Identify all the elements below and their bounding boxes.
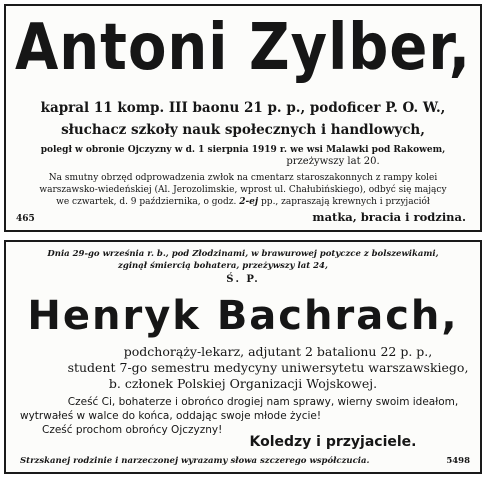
footer-row [20, 456, 470, 466]
death-line: poległ w obronie Ojczyzny w d. 1 sierpnia 1919 r. we wsi Malawki pod Rakowem, [40, 145, 446, 155]
intro-line-1: Dnia 29-go września r. b., pod Złodzinami, w brawurowej potyczce z bolszewikami, [47, 249, 439, 259]
rank-line: kapral 11 komp. III baonu 21 p. p., podoficer P. O. W., [40, 100, 446, 116]
funeral-date: we czwartek, d. 9 października, o godz. [56, 197, 237, 207]
signature: matka, bracia i rodzina. [312, 210, 466, 224]
obituary-notice-bachrach [4, 240, 482, 474]
role-line: podchorąży-lekarz, adjutant 2 batalionu 22 p. p., [123, 344, 433, 359]
age-line: przeżywszy lat 20. [286, 156, 380, 167]
notice-number: 465 [16, 214, 35, 224]
funeral-time: 2-ej [239, 197, 259, 207]
funeral-invite: pp., zapraszają krewnych i przyjaciół [261, 197, 430, 207]
deceased-name: Antoni Zylber, [14, 10, 472, 86]
condolences-line: Strzskanej rodzinie i narzeczonej wyrazamy słowa szczerego współczucia. [20, 456, 370, 466]
study-line: student 7-go semestru medycyny uniwersytetu warszawskiego, [67, 360, 469, 375]
deceased-name: Henryk Bachrach, [27, 293, 459, 339]
obituary-notice-zylber [4, 4, 482, 232]
member-line: b. członek Polskiej Organizacji Wojskowej. [108, 376, 378, 391]
signature: Koledzy i przyjaciele. [249, 434, 417, 450]
sp-label: Ś. P. [226, 274, 260, 285]
study-line: słuchacz szkoły nauk społecznych i handlowych, [61, 122, 425, 138]
intro-line-2: zginął śmiercią bohatera, przeżywszy lat 24, [118, 261, 328, 271]
funeral-line-2: warszawsko-wiedeńskiej (Al. Jerozolimskie, wprost ul. Chałubińskiego), odbyć się mający [39, 185, 447, 195]
tribute-line-2: wytrwałeś w walce do końca, oddając swoje młode życie! [20, 410, 322, 422]
signature-row [16, 210, 466, 224]
tribute-line-3: Cześć prochom obrońcy Ojczyzny! [42, 424, 223, 436]
notice-number: 5498 [446, 456, 470, 466]
funeral-line-1: Na smutny obrzęd odprowadzenia zwłok na cmentarz staroszakonnych z rampy kolei [48, 173, 438, 183]
funeral-line-3 [6, 196, 480, 208]
tribute-line-1: Cześć Ci, bohaterze i obrońco drogiej nam sprawy, wierny swoim ideałom, [67, 396, 459, 408]
